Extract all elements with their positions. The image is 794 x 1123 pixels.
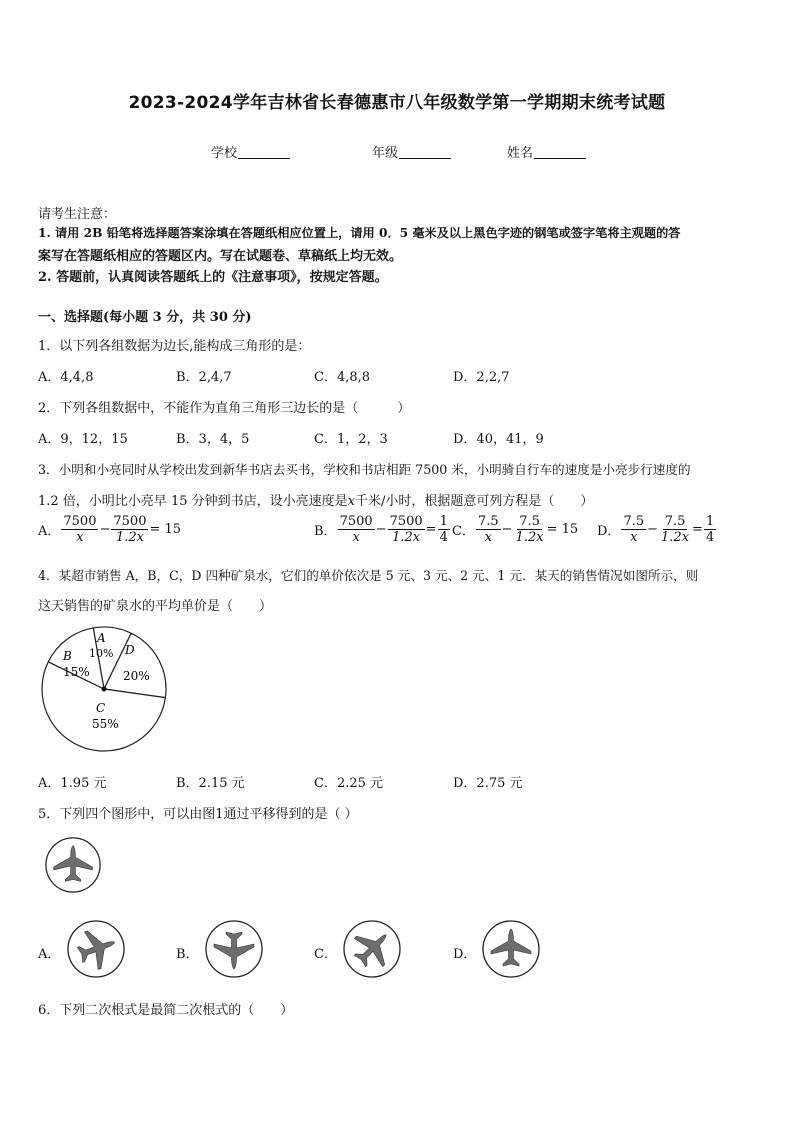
q3-label-d: D．: [597, 524, 621, 539]
notice-heading: 请考生注意：: [38, 207, 117, 222]
grade-blank: [399, 146, 451, 159]
option-b-plane-icon: [204, 919, 264, 979]
fraction: [61, 514, 98, 545]
q3-variable: x: [347, 494, 355, 509]
equals-sign: =: [692, 522, 703, 537]
section-heading: 一、选择题(每小题 3 分，共 30 分): [38, 310, 252, 325]
pie-slices: [42, 627, 166, 751]
notice-line-1: 1. 请用 2B 铅笔将选择题答案涂填在答题纸相应位置上，请用 0．5 毫米及以上黑色字迹的钢笔或签字笔将主观题的答: [38, 226, 681, 240]
denominator: x: [630, 530, 638, 545]
fraction: [388, 514, 425, 545]
slice-label-a-value: 10%: [89, 647, 114, 660]
q4-line-2: 这天销售的矿泉水的平均单价是（ ）: [38, 599, 273, 614]
equation-rhs: = 15: [546, 522, 579, 537]
q3-option-a: [38, 514, 181, 545]
q4-option-b: B．2.15 元: [176, 776, 245, 791]
numerator: 7500: [63, 514, 97, 529]
q3-line-2a: 1.2 倍，小明比小亮早 15 分钟到书店，设小亮速度是: [38, 494, 348, 509]
q5-label-a: A．: [38, 947, 61, 962]
fraction: [338, 514, 375, 545]
numerator: 7500: [113, 514, 147, 529]
q3-line-2: [38, 490, 593, 509]
q3-label-b: B．: [314, 524, 337, 539]
denominator: 1.2x: [392, 530, 421, 545]
option-d-plane-icon: [481, 919, 541, 979]
pie-center-dot: [102, 687, 107, 692]
numerator: 1: [439, 514, 448, 529]
numerator: 7500: [339, 514, 373, 529]
q4-option-a: A．1.95 元: [38, 776, 107, 791]
equals-sign: =: [425, 522, 437, 537]
q1-stem: 1．以下列各组数据为边长,能构成三角形的是：: [38, 339, 311, 354]
numerator: 7.5: [623, 514, 645, 529]
name-label: 姓名: [507, 146, 534, 161]
q4-option-c: C．2.25 元: [314, 776, 384, 791]
slice-label-b-value: 15%: [63, 665, 90, 679]
denominator: 4: [439, 530, 448, 545]
q3-line-2b: 千米/小时，根据题意可列方程是（ ）: [354, 494, 594, 509]
q2-option-a: A．9，12，15: [38, 432, 128, 447]
minus-sign: −: [375, 522, 387, 537]
numerator: 7.5: [664, 514, 686, 529]
q1-option-b: B．2,4,7: [176, 370, 232, 385]
pie-chart: [38, 622, 178, 762]
q3-option-d: [597, 514, 717, 545]
slice-label-b-name: B: [63, 649, 72, 663]
denominator: 4: [705, 530, 715, 545]
q3-label-a: A．: [38, 524, 61, 539]
numerator: 7.5: [519, 514, 540, 529]
grade-field: [372, 142, 451, 161]
fraction: [111, 514, 148, 545]
slice-label-c-name: C: [96, 701, 106, 715]
equation-rhs: = 15: [149, 522, 182, 537]
denominator: x: [76, 530, 84, 545]
q3-option-b: [314, 514, 451, 545]
q2-option-b: B．3，4，5: [176, 432, 250, 447]
exam-title: 2023-2024学年吉林省长春德惠市八年级数学第一学期期末统考试题: [128, 93, 666, 113]
q4-option-d: D．2.75 元: [453, 776, 523, 791]
q3-label-c: C．: [452, 524, 475, 539]
q4-line-1: 4．某超市销售 A，B，C，D 四种矿泉水，它们的单价依次是 5 元、3 元、2 元、1 元．某天的销售情况如图所示，则: [38, 568, 699, 583]
numerator: 1: [705, 514, 715, 529]
school-blank: [238, 146, 290, 159]
numerator: 7.5: [477, 514, 499, 529]
fraction: [438, 514, 450, 545]
denominator: 1.2x: [515, 530, 544, 545]
fraction: [476, 514, 501, 545]
slice-label-a-name: A: [97, 631, 106, 645]
q2-option-d: D．40，41，9: [453, 432, 544, 447]
q2-option-c: C．1，2，3: [314, 432, 388, 447]
school-field: [211, 142, 290, 161]
fraction: [621, 514, 646, 545]
grade-label: 年级: [372, 146, 399, 161]
q3-option-c: [452, 514, 578, 545]
q3-line-1: 3．小明和小亮同时从学校出发到新华书店去买书，学校和书店相距 7500 米，小明骑自行车的速度是小亮步行速度的: [38, 462, 691, 477]
q1-option-d: D．2,2,7: [453, 370, 510, 385]
q1-option-c: C．4,8,8: [314, 370, 371, 385]
slice-label-d-value: 20%: [123, 669, 150, 683]
option-c-plane-icon: [342, 919, 402, 979]
q6-stem: 6．下列二次根式是最简二次根式的（ ）: [38, 1003, 294, 1018]
q2-stem: 2．下列各组数据中，不能作为直角三角形三边长的是（ ）: [38, 401, 411, 416]
denominator: x: [352, 530, 360, 545]
school-label: 学校: [211, 146, 238, 161]
q5-label-c: C．: [314, 947, 337, 962]
minus-sign: −: [99, 522, 111, 537]
q5-label-d: D．: [453, 947, 477, 962]
q1-option-a: A．4,4,8: [38, 370, 94, 385]
denominator: x: [484, 530, 492, 545]
slice-label-d-name: D: [125, 643, 135, 657]
notice-line-3: 2. 答题前，认真阅读答题纸上的《注意事项》，按规定答题。: [38, 270, 388, 285]
minus-sign: −: [647, 522, 659, 537]
numerator: 7500: [389, 514, 423, 529]
q5-stem: 5．下列四个图形中，可以由图1通过平移得到的是（ ）: [38, 807, 358, 822]
denominator: 1.2x: [661, 530, 690, 545]
slice-label-c-value: 55%: [92, 717, 119, 731]
option-a-plane-icon: [66, 919, 126, 979]
fraction: [659, 514, 691, 545]
name-field: [507, 142, 586, 161]
minus-sign: −: [501, 522, 513, 537]
figure-1-plane-icon: [44, 836, 102, 894]
fraction: [704, 514, 716, 545]
name-blank: [534, 146, 586, 159]
q5-label-b: B．: [176, 947, 199, 962]
notice-line-2: 案写在答题纸相应的答题区内。写在试题卷、草稿纸上均无效。: [38, 249, 403, 264]
fraction: [514, 514, 546, 545]
denominator: 1.2x: [115, 530, 144, 545]
